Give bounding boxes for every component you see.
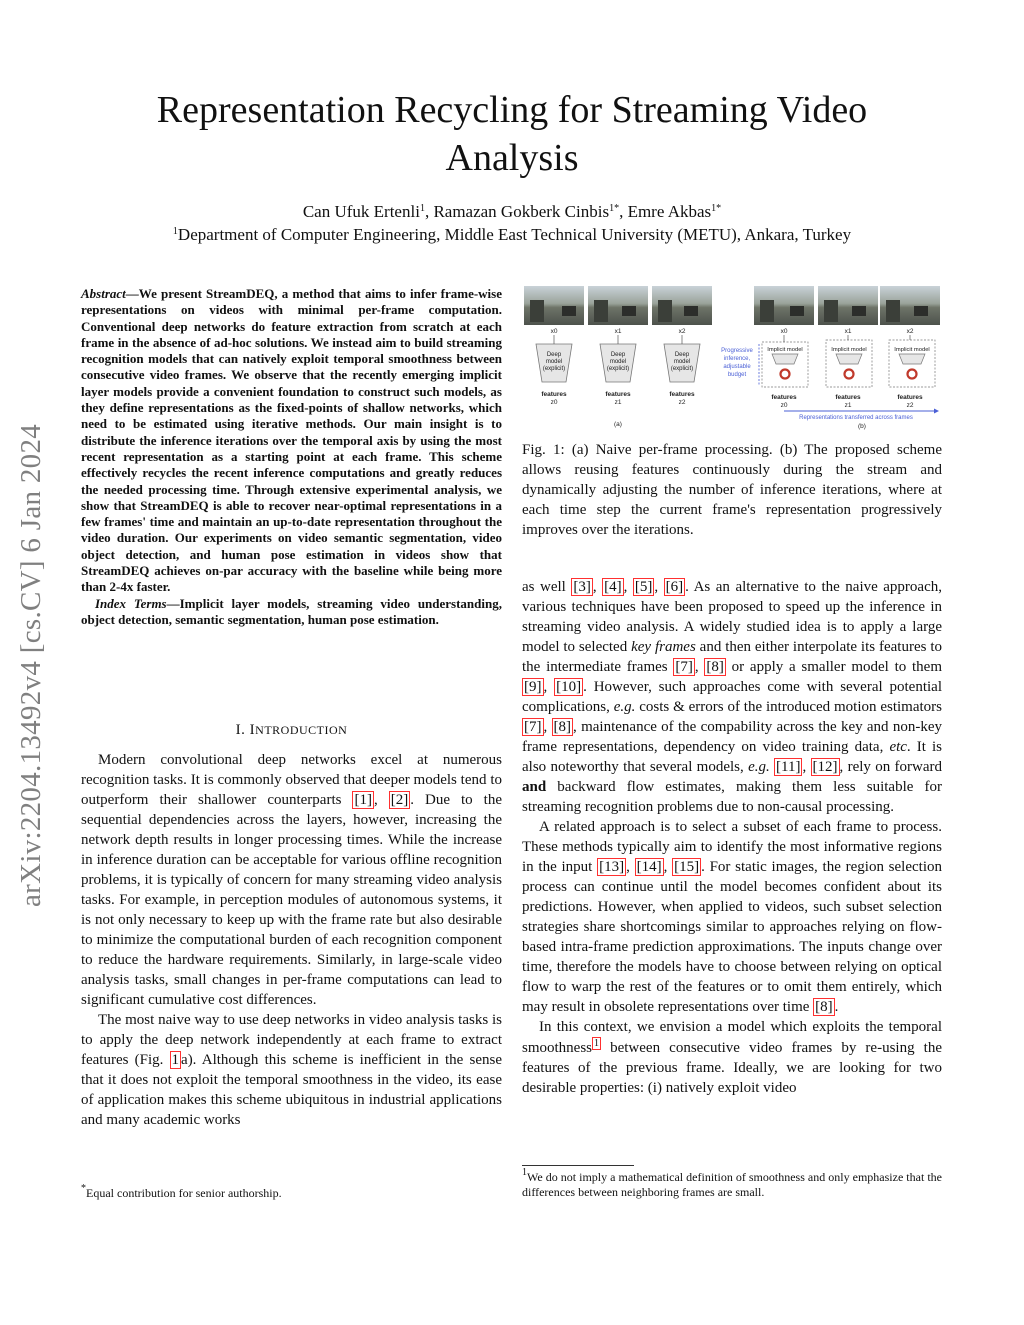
- progressive-inference-note: inference,: [723, 356, 751, 362]
- text: . However, such approaches come with several potential complications,: [522, 679, 942, 715]
- citation-link[interactable]: [6]: [665, 579, 684, 595]
- citation-link[interactable]: [8]: [706, 659, 724, 675]
- deep-model-label: (explicit): [606, 366, 630, 372]
- citation-link[interactable]: [9]: [524, 679, 542, 695]
- author-list: [100, 201, 924, 223]
- right-paragraph-3: [522, 1017, 942, 1098]
- citation-link[interactable]: [7]: [675, 659, 693, 675]
- citation-link[interactable]: [8]: [553, 719, 572, 735]
- section-number: I.: [235, 722, 250, 738]
- deep-model-label: (explicit): [670, 366, 694, 372]
- footnote-mark: 1: [522, 1167, 527, 1178]
- text: ,: [802, 759, 811, 775]
- panel-b-features-label: features: [771, 394, 797, 401]
- emphasis: key frames: [631, 639, 696, 655]
- author-separator: ,: [424, 202, 434, 221]
- text: . For static images, the region selection process can continue until the model becomes confident about its predictions. However, when applied to videos, such subset selection strategies share shortcomings similar to approaches relying on flow-based intra-frame prediction approximations. The inputs change over time, therefore the models have to choose between relying on optical flow to warp the rest of the features or to omit them entirely, which may result in obsolete representations over time: [522, 859, 943, 1015]
- panel-a-features-label: features: [605, 391, 631, 398]
- author-1-affiliation-mark: 1: [419, 203, 425, 214]
- affiliation-mark: 1: [172, 226, 178, 237]
- implicit-model-label: Implicit model: [831, 347, 867, 353]
- text: and then either interpolate its features to the intermediate frames: [522, 639, 942, 675]
- text: a). Although this scheme is inefficient in the sense that it does not exploit the temporal smoothness in the video, its ease of application makes this scheme ubiquitous in industrial applications and many academic works: [81, 1052, 502, 1128]
- affiliation: [100, 224, 924, 246]
- citation-link[interactable]: [12]: [812, 759, 838, 775]
- panel-b-output-label-2: z2: [906, 402, 914, 409]
- text: ,: [654, 579, 664, 595]
- panel-a-output-label-2: z2: [678, 399, 686, 406]
- bold-emphasis: and: [522, 779, 547, 795]
- figure-link[interactable]: 1: [171, 1052, 180, 1068]
- citation-link[interactable]: [8]: [815, 999, 833, 1015]
- paper-title: [100, 86, 924, 182]
- panel-b-frame-1: [818, 286, 878, 325]
- abstract: [81, 286, 502, 628]
- text: or apply a smaller model to them: [725, 659, 943, 675]
- text: costs & errors of the introduced motion estimators: [635, 699, 942, 715]
- abstract-text: —We present StreamDEQ, a method that aims to infer frame-wise representations on videos with minimal per-frame computation. Conventional deep networks do feature extraction from scratch at each frame in the absence of ad-hoc solutions. We instead aim to build streaming recognition models that can natively exploit temporal smoothness between consecutive video frames. We observe that the recently emerging implicit layer models provide a convenient foundation to construct such models, as they define representations as the fixed-points of shallow networks, which need to be estimated using iterative methods. Our main insight is to distribute the inference iterations over the temporal axis by using the most recent representation as a starting point at each frame. This scheme effectively recycles the recent inference computations and greatly reduces the needed processing time. Through extensive experimental analysis, we show that StreamDEQ is able to recover near-optimal representations in a few frames' time and maintain an up-to-date representation throughout the video duration. Our experiments on video semantic segmentation, video object detection, and human pose estimation in videos show that StreamDEQ achieves on-par accuracy with the baseline while being more than 2-4x faster.: [81, 286, 502, 595]
- deep-model-label: Deep: [546, 352, 562, 358]
- panel-b-input-label-0: x0: [780, 328, 788, 335]
- deep-model-label: model: [673, 359, 691, 365]
- text: . As an alternative to the naive approach, various techniques have been proposed to speed up the inference in streaming video analysis. A widely studied idea is to apply a large model to selected: [522, 579, 942, 655]
- text: ,: [543, 719, 552, 735]
- footnote-equal-contribution: [81, 1183, 282, 1201]
- footnote-text: We do not imply a mathematical definition of smoothness and only emphasize that the differences between neighboring frames are small.: [522, 1170, 942, 1199]
- panel-b-label: (b): [858, 423, 866, 430]
- transfer-arrow-head: [934, 409, 939, 414]
- introduction-body: [81, 750, 502, 1130]
- emphasis: e.g.: [613, 699, 636, 715]
- author-2-affiliation-mark: 1*: [609, 203, 620, 214]
- text: A related approach is to select a subset of each frame to process. These methods typically aim to identify the most informative regions in the input: [522, 819, 942, 875]
- text: Modern convolutional deep networks excel at numerous recognition tasks. It is commonly observed that deeper models tend to outperform their shallower counterparts: [81, 752, 502, 808]
- figure-1-caption: [522, 440, 942, 540]
- intro-paragraph-2: [81, 1010, 502, 1130]
- arxiv-identifier-stamp: [10, 370, 54, 960]
- text: ,: [592, 579, 603, 595]
- caption-text: Fig. 1: (a) Naive per-frame processing. (b) The proposed scheme allows reusing features continuously during the stream and dynamically adjusting the number of inference iterations, where at each time step the current frame's representation progressively improves over the iterations.: [522, 442, 942, 538]
- text: ,: [626, 859, 635, 875]
- index-terms-text: —Implicit layer models, streaming video understanding, object detection, semantic segmentation, human pose estimation.: [81, 595, 502, 627]
- right-paragraph-2: [522, 817, 942, 1017]
- section-title-rest: NTRODUCTION: [255, 723, 348, 737]
- progressive-inference-note: Progressive: [721, 348, 753, 354]
- implicit-model-label: Implicit model: [767, 347, 803, 353]
- arxiv-stamp-text: arXiv:2204.13492v4 [cs.CV] 6 Jan 2024: [15, 423, 48, 907]
- author-3-affiliation-mark: 1*: [711, 203, 722, 214]
- text: The most naive way to use deep networks in video analysis tasks is to apply the deep network independently at each frame to extract features (Fig.: [81, 1012, 502, 1068]
- citation-link[interactable]: [7]: [524, 719, 542, 735]
- text: . Due to the sequential dependencies across the layers, however, increasing the network depth results in longer processing times. While the increase in inference duration can be acceptable for various offline recognition problems, it is typically of concern for many streaming video analysis tasks. For example, in perception modules of autonomous systems, it is not only necessary to keep up with the frame rate but also desirable to minimize the computational burden of each recognition component to reduce the hardware requirements. Similarly, in large-scale video analysis tasks, small changes in per-frame computations can lead to significant cumulative cost differences.: [81, 792, 503, 1008]
- right-paragraph-1: [522, 577, 942, 817]
- panel-b-output-label-0: z0: [780, 402, 788, 409]
- footnote-smoothness: [522, 1167, 942, 1200]
- footnote-link[interactable]: 1: [594, 1038, 600, 1049]
- panel-a-frame-0: [524, 286, 584, 325]
- panel-a-frame-1: [588, 286, 648, 325]
- panel-a-features-label: features: [669, 391, 695, 398]
- panel-a-output-label-1: z1: [614, 399, 622, 406]
- author-separator: ,: [619, 202, 628, 221]
- citation-link[interactable]: [2]: [390, 792, 409, 808]
- progressive-inference-note: budget: [727, 372, 747, 378]
- citation-link[interactable]: [13]: [599, 859, 625, 875]
- panel-a-features-label: features: [541, 391, 567, 398]
- text: ,: [623, 579, 633, 595]
- transfer-label: Representations transferred across frames: [799, 415, 913, 421]
- text: .: [834, 999, 839, 1015]
- panel-b-frame-0: [754, 286, 814, 325]
- implicit-model-label: Implicit model: [894, 347, 930, 353]
- citation-link[interactable]: [11]: [776, 759, 801, 775]
- title-line-1: Representation Recycling for Streaming Video: [156, 89, 868, 131]
- text: between consecutive video frames by re-using the features of the previous frame. Ideally, we are looking for two desirable properties: (i) natively exploit video: [522, 1040, 942, 1096]
- text: . It is also noteworthy that several models,: [522, 739, 942, 775]
- text: ,: [694, 659, 705, 675]
- author-2: Ramazan Gokberk Cinbis: [433, 202, 610, 221]
- figure-1: [522, 282, 942, 430]
- progressive-inference-note: adjustable: [723, 364, 751, 370]
- panel-a-output-label-0: z0: [550, 399, 558, 406]
- panel-a-input-label-0: x0: [550, 328, 558, 335]
- text: ,: [543, 679, 555, 695]
- abstract-label: Abstract: [81, 286, 126, 301]
- citation-link[interactable]: [1]: [354, 792, 372, 808]
- citation-link[interactable]: [15]: [674, 859, 700, 875]
- footnote-text: Equal contribution for senior authorship.: [86, 1186, 282, 1200]
- figure-1-diagram: [522, 282, 942, 430]
- panel-a-input-label-1: x1: [614, 328, 622, 335]
- title-line-2: Analysis: [445, 137, 579, 179]
- text: as well: [522, 579, 572, 595]
- footnote-divider: [522, 1165, 634, 1166]
- panel-a-label: (a): [614, 421, 622, 428]
- text: ,: [373, 792, 389, 808]
- citation-link[interactable]: [4]: [604, 579, 622, 595]
- author-1: Can Ufuk Ertenli: [302, 202, 420, 221]
- affiliation-text: Department of Computer Engineering, Middle East Technical University (METU), Ankara, Turkey: [177, 225, 852, 244]
- panel-b-features-label: features: [897, 394, 923, 401]
- text: backward flow estimates, making them less suitable for streaming recognition problems due to non-causal processing.: [522, 779, 942, 815]
- author-3: Emre Akbas: [627, 202, 712, 221]
- panel-a-frame-2: [652, 286, 712, 325]
- deep-model-label: model: [609, 359, 627, 365]
- text: , rely on forward: [839, 759, 943, 775]
- section-title-first-letter: I: [249, 722, 256, 738]
- iteration-loop-icon: [781, 370, 790, 379]
- section-heading-introduction: [81, 722, 502, 739]
- deep-model-label: Deep: [674, 352, 690, 358]
- panel-a-input-label-2: x2: [678, 328, 686, 335]
- citation-link[interactable]: [5]: [634, 579, 653, 595]
- deep-model-label: model: [545, 359, 563, 365]
- emphasis: e.g.: [748, 759, 770, 775]
- right-column-body: [522, 577, 942, 1098]
- panel-b-output-label-1: z1: [844, 402, 852, 409]
- iteration-loop-icon: [845, 370, 854, 379]
- citation-link[interactable]: [14]: [636, 859, 662, 875]
- panel-b-features-label: features: [835, 394, 861, 401]
- citation-link[interactable]: [3]: [573, 579, 591, 595]
- panel-b-frame-2: [880, 286, 940, 325]
- text: , maintenance of the compability across the key and non-key frame representations, dependency on video training data,: [522, 719, 942, 755]
- text: ,: [663, 859, 673, 875]
- deep-model-label: Deep: [610, 352, 626, 358]
- footnote-mark: *: [81, 1183, 86, 1194]
- emphasis: etc: [889, 739, 907, 755]
- deep-model-label: (explicit): [542, 366, 566, 372]
- index-terms-label: Index Terms: [95, 595, 167, 611]
- intro-paragraph-1: [81, 750, 502, 1010]
- iteration-loop-icon: [908, 370, 917, 379]
- citation-link[interactable]: [10]: [556, 679, 582, 695]
- panel-b-input-label-2: x2: [906, 328, 914, 335]
- text: In this context, we envision a model which exploits the temporal smoothness: [522, 1019, 942, 1056]
- panel-b-input-label-1: x1: [844, 328, 852, 335]
